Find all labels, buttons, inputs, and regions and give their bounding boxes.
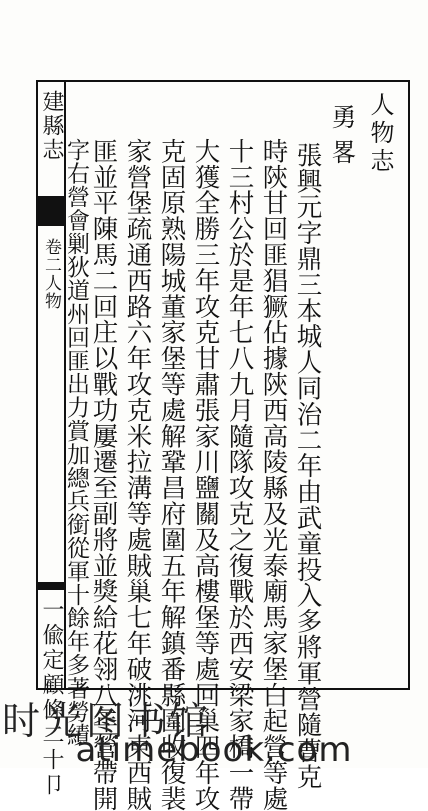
text-column-4: 大獲全勝三年攻克甘肅張家川鹽關及高樓堡等處回巢四年攻 — [190, 138, 221, 811]
text-column-5: 克固原熟陽城董家堡等處解鞏昌府圍五年解鎮番縣圍收復裴 — [156, 138, 187, 811]
margin-volume-label: 卷二人物 — [41, 238, 61, 310]
fishtail-mark-bottom — [36, 582, 64, 590]
text-column-7: 匪並平陳馬二回庄以戰功屢遷至副將並獎給花翎八年營帶開 — [88, 138, 119, 811]
section-title: 人物志 — [366, 92, 394, 176]
text-column-6: 家營堡疏通西路六年攻克米拉溝等處賊巢七年破洮河東西賊 — [122, 138, 153, 811]
text-column-3: 十三村公於是年七八九月隨隊攻克之復戰於西安梁家橋一帶 — [224, 138, 255, 811]
watermark-url: atimebook.com — [75, 730, 353, 770]
text-column-8: 字右營會剿狄道州回匪出力賞加總兵銜從軍十餘年多著勞績 — [63, 138, 89, 747]
watermark-chinese: 时光图书馆 — [2, 699, 213, 743]
text-column-2: 時陝甘回匪猖獗佔據陝西高陵縣及光泰廟馬家堡白起營等處 — [258, 138, 289, 811]
subheading: 勇畧 — [328, 104, 357, 174]
fishtail-mark-top — [36, 196, 64, 226]
text-column-1: 張興元字鼎三本城人同治二年由武童投入多將軍營隨曹克 — [292, 142, 323, 790]
margin-footer-text: 一偸定顧條二十卩 — [39, 598, 64, 798]
margin-book-title: 建縣志 — [39, 90, 64, 162]
